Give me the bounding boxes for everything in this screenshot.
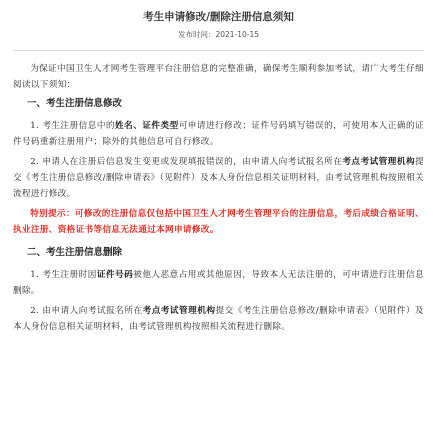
intro-paragraph: 为保证中国卫生人才网考生管理平台注册信息的完整准确，确保考生顺利参加考试，请广大考生仔细阅读以下须知： [13,64,424,90]
s1p2-text-c: 提交《考生注册信息修改/删除申请表》（见附件）及本人身份信息相关证明材料，由考试管理机构按照相关流程进行修改。 [13,157,424,199]
s2p2-text-bold: 考点考试管理机构 [142,306,216,316]
title-divider [13,50,424,51]
section1-paragraph-2 [13,154,424,202]
publish-label: 发布时间： [177,30,216,39]
s2p2-text-c: 提交《考生注册信息修改/删除申请表》（见附件）及本人身份信息相关证明材料，由考试管理机构按照相关流程进行删除。 [13,306,424,332]
section2-paragraph-1 [13,267,424,299]
publish-meta [13,30,424,40]
section2-heading: 二、考生注册信息删除 [27,247,123,258]
section2-paragraph-2 [13,303,424,335]
section1-paragraph-1 [13,118,424,150]
s2p1-text-bold: 证件号码 [96,270,134,280]
s1p1-text-a: 1. 考生注册信息中的 [30,121,116,131]
s2p1-text-a: 1. 考生注册时因 [30,270,97,280]
publish-date: 2021-10-15 [215,30,260,39]
s1p1-text-bold: 姓名、证件类型 [115,121,179,131]
section1-heading: 一、考生注册信息修改 [27,98,123,109]
s2p1-text-c: 被他人恶意占用或其他原因，导致本人无法注册的，可申请进行注册信息删除。 [13,270,425,296]
page-title: 考生申请修改/删除注册信息须知 [143,11,294,23]
s1p2-text-a: 2. 申请人在注册后信息发生变更或发现填报错误的，由申请人向考试报名所在 [30,157,343,167]
s1p1-text-c: 可申请进行修改；证件号码填写错误的，可使用本人正确的证件号码重新注册用户；除外的其他信息可自行修改。 [13,121,424,147]
s1p2-text-bold: 考点考试管理机构 [342,157,416,167]
special-notice: 特别提示：可修改的注册信息仅包括中国卫生人才网考生管理平台的注册信息，考后成绩合格证明、执业注册、资格证书等信息无法通过本网申请修改。 [13,209,424,235]
s2p2-text-a: 2. 由申请人向考试报名所在 [30,306,143,316]
